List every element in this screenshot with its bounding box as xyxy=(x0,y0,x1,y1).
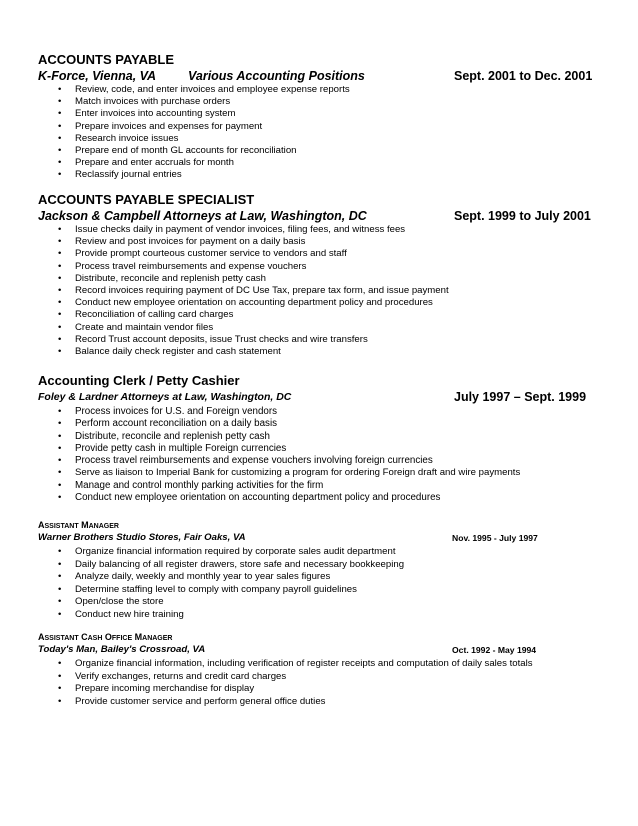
list-item: • Organize financial information required by corporate sales audit department xyxy=(38,546,598,559)
list-item: • Record Trust account deposits, issue Trust checks and wire transfers xyxy=(38,334,598,346)
job-header-row xyxy=(38,532,598,544)
list-item: • Process travel reimbursements and expense vouchers xyxy=(38,261,598,273)
employment-dates: Sept. 2001 to Dec. 2001 xyxy=(454,69,593,83)
company-location: Jackson & Campbell Attorneys at Law, Washington, DC xyxy=(38,209,367,223)
job-header-row xyxy=(38,644,598,656)
list-item: • Review and post invoices for payment on a daily basis xyxy=(38,236,598,248)
list-item: • Open/close the store xyxy=(38,596,598,609)
list-item: • Record invoices requiring payment of DC Use Tax, prepare tax form, and issue payment xyxy=(38,285,598,297)
list-item: • Prepare and enter accruals for month xyxy=(38,157,598,169)
list-item: • Enter invoices into accounting system xyxy=(38,108,598,120)
job-title: ASSISTANT CASH OFFICE MANAGER xyxy=(38,632,173,642)
company-location: K-Force, Vienna, VA xyxy=(38,69,157,83)
company-location: Foley & Lardner Attorneys at Law, Washington, DC xyxy=(38,391,292,403)
list-item: • Conduct new employee orientation on accounting department policy and procedures xyxy=(38,297,598,309)
job-todays-man xyxy=(38,632,598,708)
list-item: • Process invoices for U.S. and Foreign vendors xyxy=(38,406,598,418)
list-item: • Distribute, reconcile and replenish petty cash xyxy=(38,431,598,443)
employment-dates: Nov. 1995 - July 1997 xyxy=(452,533,538,543)
list-item: • Manage and control monthly parking activities for the firm xyxy=(38,480,598,492)
list-item: • Create and maintain vendor files xyxy=(38,322,598,334)
employment-dates: Sept. 1999 to July 2001 xyxy=(454,209,591,223)
duties-list xyxy=(38,658,598,708)
duties-list xyxy=(38,224,598,358)
list-item: • Prepare incoming merchandise for display xyxy=(38,683,598,696)
job-title: ASSISTANT MANAGER xyxy=(38,520,119,530)
list-item: • Daily balancing of all register drawers, store safe and necessary bookkeeping xyxy=(38,559,598,572)
job-jackson-campbell xyxy=(38,192,598,358)
list-item: • Prepare end of month GL accounts for reconciliation xyxy=(38,145,598,157)
job-foley-lardner xyxy=(38,373,598,504)
job-header-row xyxy=(38,208,598,224)
job-kforce xyxy=(38,52,598,182)
list-item: • Review, code, and enter invoices and employee expense reports xyxy=(38,84,598,96)
list-item: • Match invoices with purchase orders xyxy=(38,96,598,108)
list-item: • Provide petty cash in multiple Foreign currencies xyxy=(38,443,598,455)
list-item: • Reconciliation of calling card charges xyxy=(38,309,598,321)
list-item: • Provide customer service and perform general office duties xyxy=(38,696,598,709)
list-item: • Analyze daily, weekly and monthly year to year sales figures xyxy=(38,571,598,584)
job-title: ACCOUNTS PAYABLE SPECIALIST xyxy=(38,192,255,207)
list-item: • Serve as liaison to Imperial Bank for customizing a program for ordering Foreign draft and wire payments xyxy=(38,467,598,479)
company-location: Warner Brothers Studio Stores, Fair Oaks, VA xyxy=(38,532,246,543)
duties-list xyxy=(38,546,598,622)
list-item: • Organize financial information, including verification of register receipts and computation of daily sales totals xyxy=(38,658,598,671)
duties-list xyxy=(38,406,598,504)
employment-dates: July 1997 – Sept. 1999 xyxy=(454,390,587,404)
list-item: • Conduct new hire training xyxy=(38,609,598,622)
list-item: • Issue checks daily in payment of vendor invoices, filing fees, and witness fees xyxy=(38,224,598,236)
list-item: • Balance daily check register and cash statement xyxy=(38,346,598,358)
list-item: • Verify exchanges, returns and credit card charges xyxy=(38,671,598,684)
list-item: • Provide prompt courteous customer service to vendors and staff xyxy=(38,248,598,260)
company-location: Today's Man, Bailey's Crossroad, VA xyxy=(38,644,206,655)
list-item: • Process travel reimbursements and expense vouchers involving foreign currencies xyxy=(38,455,598,467)
job-header-row xyxy=(38,68,598,84)
job-header-row xyxy=(38,389,598,405)
list-item: • Prepare invoices and expenses for payment xyxy=(38,121,598,133)
employment-dates: Oct. 1992 - May 1994 xyxy=(452,645,537,655)
job-title: ACCOUNTS PAYABLE xyxy=(38,52,175,67)
job-title: Accounting Clerk / Petty Cashier xyxy=(38,373,240,388)
job-role: Various Accounting Positions xyxy=(188,69,365,83)
list-item: • Reclassify journal entries xyxy=(38,169,598,181)
job-warner-brothers xyxy=(38,520,598,622)
duties-list xyxy=(38,84,598,182)
list-item: • Research invoice issues xyxy=(38,133,598,145)
list-item: • Perform account reconciliation on a daily basis xyxy=(38,418,598,430)
list-item: • Distribute, reconcile and replenish petty cash xyxy=(38,273,598,285)
list-item: • Conduct new employee orientation on accounting department policy and procedures xyxy=(38,492,598,504)
list-item: • Determine staffing level to comply with company payroll guidelines xyxy=(38,584,598,597)
